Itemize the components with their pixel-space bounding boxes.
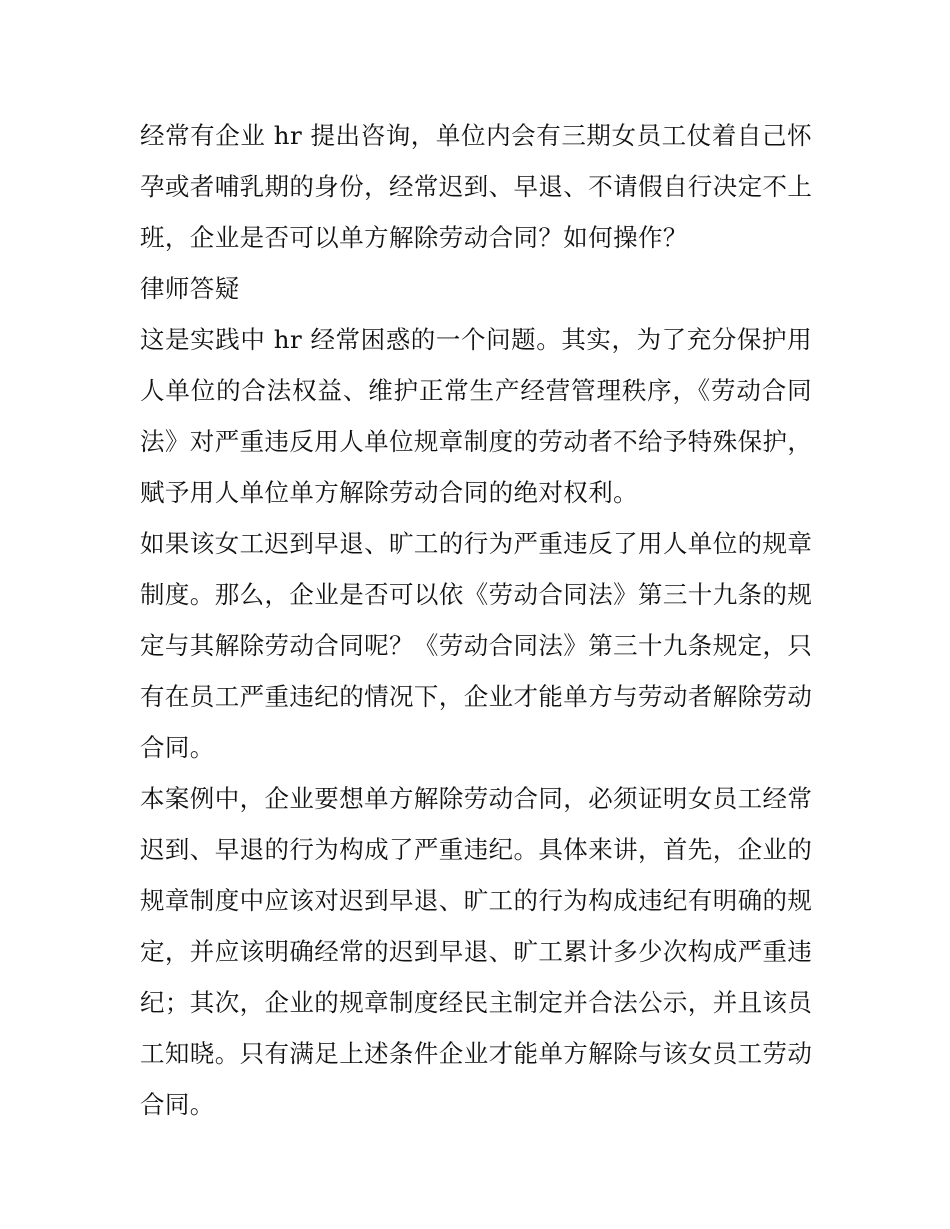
text-line: 合同。	[140, 733, 215, 762]
text-line: 迟到、早退的行为构成了严重违纪。具体来讲，首先，企业的	[140, 835, 813, 864]
section-heading	[140, 263, 812, 314]
text-line: 规章制度中应该对迟到早退、旷工的行为构成违纪有明确的规	[140, 886, 813, 915]
text-line: 孕或者哺乳期的身份，经常迟到、早退、不请假自行决定不上	[140, 172, 813, 201]
text-line: 制度。那么，企业是否可以依《劳动合同法》第三十九条的规	[140, 580, 813, 609]
text-line: 工知晓。只有满足上述条件企业才能单方解除与该女员工劳动	[140, 1039, 813, 1068]
text-line: 人单位的合法权益、维护正常生产经营管理秩序，《劳动合同	[140, 376, 812, 405]
text-line: 有在员工严重违纪的情况下，企业才能单方与劳动者解除劳动	[140, 682, 813, 711]
paragraph-case-analysis	[140, 773, 812, 1130]
paragraph-legal-basis	[140, 518, 812, 773]
document-body	[140, 110, 812, 1130]
text-line: 本案例中，企业要想单方解除劳动合同，必须证明女员工经常	[140, 784, 813, 813]
paragraph-answer-intro	[140, 314, 812, 518]
text-line: 如果该女工迟到早退、旷工的行为严重违反了用人单位的规章	[140, 529, 813, 558]
text-line: 这是实践中 hr 经常困惑的一个问题。其实，为了充分保护用	[140, 325, 812, 354]
paragraph-question	[140, 110, 812, 263]
text-line: 定与其解除劳动合同呢？《劳动合同法》第三十九条规定，只	[140, 631, 813, 660]
text-line: 经常有企业 hr 提出咨询，单位内会有三期女员工仗着自己怀	[140, 121, 812, 150]
text-line: 合同。	[140, 1090, 215, 1119]
text-line: 定，并应该明确经常的迟到早退、旷工累计多少次构成严重违	[140, 937, 813, 966]
text-line: 班，企业是否可以单方解除劳动合同？如何操作？	[140, 223, 688, 252]
text-line: 赋予用人单位单方解除劳动合同的绝对权利。	[140, 478, 638, 507]
text-line: 法》对严重违反用人单位规章制度的劳动者不给予特殊保护，	[140, 427, 813, 456]
text-line: 纪；其次，企业的规章制度经民主制定并合法公示，并且该员	[140, 988, 813, 1017]
heading-line: 律师答疑	[140, 274, 240, 303]
